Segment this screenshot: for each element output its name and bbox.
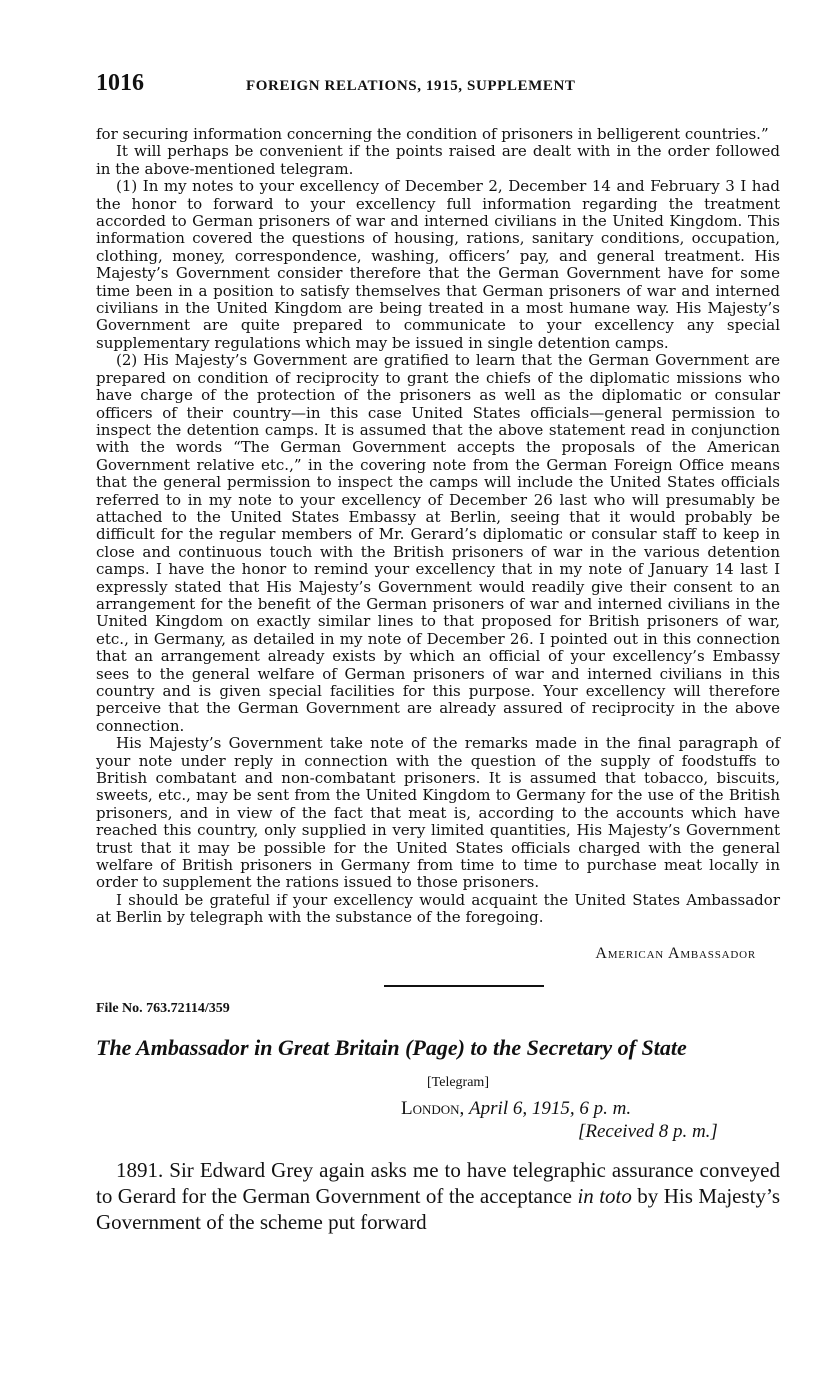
document-type: [Telegram] xyxy=(427,1074,489,1090)
paragraph-foodstuffs: His Majesty’s Government take note of the remarks made in the final paragraph of your note under reply in connection with the question of the supply of foodstuffs to British combatant and non-combatant prisoners. It is assumed that tobacco, biscuits, sweets, etc., may be sent from the United Kingdom to Germany for the use of the British prisoners, and in view of the fact that meat is, according to the accounts which have reached this country, only supplied in very limited quantities, His Majesty’s Government trust that it may be possible for the United States officials charged with the general welfare of British prisoners in Germany from time to time to purchase meat locally in order to supplement the rations issued to those prisoners. xyxy=(96,734,780,892)
telegram-in-toto: in toto xyxy=(577,1183,632,1208)
telegram-body xyxy=(96,1157,780,1235)
paragraph-closing: I should be grateful if your excellency would acquaint the United States Ambassador at Berlin by telegraph with the substance of the foregoing. xyxy=(96,890,780,927)
document-heading: The Ambassador in Great Britain (Page) to the Secretary of State xyxy=(96,1034,687,1060)
paragraph-continuation: for securing information concerning the condition of prisoners in belligerent countries.” xyxy=(96,125,769,143)
telegram-text-end: by His Majesty’s Government of the scheme put forward xyxy=(96,1183,780,1234)
section-divider xyxy=(384,985,544,987)
dateline-date: April 6, 1915, 6 p. m. xyxy=(469,1097,632,1119)
file-number: File No. 763.72114/359 xyxy=(96,1000,230,1016)
telegram-paragraph xyxy=(96,1157,780,1235)
letter-body xyxy=(96,126,780,927)
page-number: 1016 xyxy=(96,70,144,96)
received-note: [Received 8 p. m.] xyxy=(578,1120,718,1142)
telegram-text-start: 1891. Sir Edward Grey again asks me to have telegraphic assurance conveyed to Gerard for the German Government of the acceptance xyxy=(96,1157,780,1208)
paragraph-intro: It will perhaps be convenient if the points raised are dealt with in the order followed in the above-mentioned telegram. xyxy=(96,142,780,178)
running-header xyxy=(96,70,780,104)
paragraph-point-2: (2) His Majesty’s Government are gratified to learn that the German Government are prepared on condition of reciprocity to grant the chiefs of the diplomatic missions who have charge of the protection of the prisoners as well as the diplomatic or consular officers of their country—in this case United States officials—general permission to inspect the detention camps. It is assumed that the above statement read in conjunction with the words “The German Government accepts the proposals of the American Government relative etc.,” in the covering note from the German Foreign Office means that the general permission to inspect the camps will include the United States officials referred to in my note to your excellency of December 26 last who will presumably be attached to the United States Embassy at Berlin, seeing that it would probably be difficult for the regular members of Mr. Gerard’s diplomatic or consular staff to keep in close and continuous touch with the British prisoners of war in the various detention camps. I have the honor to remind your excellency that in my note of January 14 last I expressly stated that His Majesty’s Government would readily give their consent to an arrangement for the benefit of the German prisoners of war and interned civilians in the United Kingdom on exactly similar lines to that proposed for British prisoners of war, etc., in Germany, as detailed in my note of December 26. I pointed out in this connection that an arrangement already exists by which an official of your excellency’s Embassy sees to the general welfare of German prisoners of war and interned civilians in this country and is given special facilities for this purpose. Your excellency will therefore perceive that the German Government are already assured of reciprocity in the above connection. xyxy=(96,351,780,735)
dateline xyxy=(401,1097,780,1121)
dateline-place: London, xyxy=(401,1097,465,1119)
signature-text: American Ambassador xyxy=(595,944,756,962)
running-title: FOREIGN RELATIONS, 1915, SUPPLEMENT xyxy=(246,78,576,94)
signature xyxy=(96,945,780,963)
paragraph-point-1: (1) In my notes to your excellency of December 2, December 14 and February 3 I had the honor to forward to your excellency full information regarding the treatment accorded to German prisoners of war and interned civilians in the United Kingdom. This information covered the questions of housing, rations, sanitary conditions, occupation, clothing, money, correspondence, washing, officers’ pay, and general treatment. His Majesty’s Government consider therefore that the German Government have for some time been in a position to satisfy themselves that German prisoners of war and interned civilians in the United Kingdom are being treated in a most humane way. His Majesty’s Government are quite prepared to communicate to your excellency any special supplementary regulations which may be issued in single detention camps. xyxy=(96,177,780,352)
